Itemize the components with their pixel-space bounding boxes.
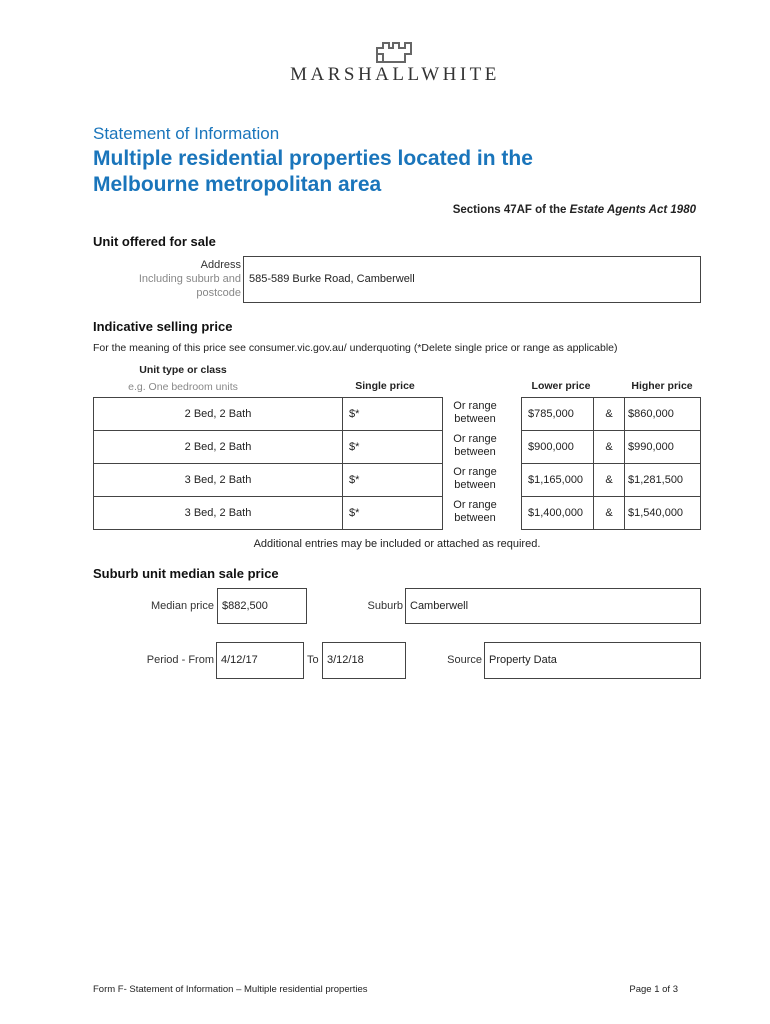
statement-title: Statement of Information — [93, 124, 280, 143]
median-price-value: $882,500 — [222, 600, 268, 612]
period-to-field[interactable] — [322, 642, 406, 679]
period-from-value: 4/12/17 — [221, 654, 258, 666]
or-range-label: Or range between — [453, 499, 497, 524]
address-label-line-1: Address — [200, 259, 241, 271]
period-to-value: 3/12/18 — [327, 654, 364, 666]
footer-page-number: Page 1 of 3 — [629, 984, 678, 995]
lower-price-value: $1,400,000 — [528, 507, 584, 519]
unit-type-value: 2 Bed, 2 Bath — [184, 408, 252, 420]
footer-form-name: Form F- Statement of Information – Multiple residential properties — [93, 984, 368, 995]
ampersand: & — [605, 408, 613, 420]
col-unit-type-header: Unit type or class — [139, 364, 227, 376]
brand-logo-text: MARSHALLWHITE — [290, 64, 500, 85]
unit-single-cell[interactable] — [93, 496, 443, 530]
unit-type-value: 3 Bed, 2 Bath — [184, 507, 252, 519]
suburb-label: Suburb — [367, 600, 403, 612]
range-cell[interactable] — [521, 397, 701, 431]
col-higher-header: Higher price — [631, 380, 693, 392]
page-title — [93, 146, 653, 198]
range-cell[interactable] — [521, 463, 701, 497]
address-label-line-2: Including suburb and — [138, 273, 241, 285]
higher-price-value: $1,540,000 — [628, 507, 684, 519]
price-row — [93, 464, 701, 498]
indicative-heading: Indicative selling price — [93, 319, 233, 334]
unit-single-cell[interactable] — [93, 430, 443, 464]
price-row — [93, 397, 701, 431]
range-cell[interactable] — [521, 496, 701, 530]
period-from-label: Period - From — [146, 654, 214, 666]
ampersand: & — [605, 474, 613, 486]
suburb-value: Camberwell — [410, 600, 469, 612]
unit-type-value: 2 Bed, 2 Bath — [184, 441, 252, 453]
castle-battlement-icon — [374, 40, 414, 64]
legislation-prefix: Sections 47AF of the — [452, 204, 567, 216]
col-lower-header: Lower price — [531, 380, 591, 392]
unit-single-cell[interactable] — [93, 463, 443, 497]
single-price-value: $* — [349, 507, 360, 519]
col-single-header: Single price — [355, 380, 415, 392]
source-field[interactable] — [484, 642, 701, 679]
higher-price-value: $1,281,500 — [628, 474, 684, 486]
address-label-line-3: postcode — [196, 287, 241, 299]
price-row — [93, 497, 701, 531]
page-title-line-1: Multiple residential properties located in the — [93, 147, 533, 170]
address-value: 585-589 Burke Road, Camberwell — [249, 273, 415, 285]
or-range-label: Or range between — [453, 400, 497, 425]
lower-price-value: $1,165,000 — [528, 474, 584, 486]
unit-type-value: 3 Bed, 2 Bath — [184, 474, 252, 486]
lower-price-value: $900,000 — [528, 441, 574, 453]
period-from-field[interactable] — [216, 642, 304, 679]
price-row — [93, 431, 701, 465]
source-label: Source — [447, 654, 482, 666]
suburb-field[interactable] — [405, 588, 701, 624]
single-price-value: $* — [349, 408, 360, 420]
range-cell[interactable] — [521, 430, 701, 464]
higher-price-value: $990,000 — [628, 441, 674, 453]
address-field[interactable] — [243, 256, 701, 303]
higher-price-value: $860,000 — [628, 408, 674, 420]
indicative-note: For the meaning of this price see consumer.vic.gov.au/ underquoting (*Delete single price or range as applicable) — [93, 342, 618, 354]
single-price-value: $* — [349, 441, 360, 453]
ampersand: & — [605, 441, 613, 453]
or-range-label: Or range between — [453, 466, 497, 491]
address-label — [120, 258, 241, 300]
unit-offered-heading: Unit offered for sale — [93, 234, 216, 249]
source-value: Property Data — [489, 654, 557, 666]
ampersand: & — [605, 507, 613, 519]
additional-entries-note: Additional entries may be included or attached as required. — [253, 538, 541, 550]
legislation-reference — [453, 204, 696, 216]
median-price-label: Median price — [151, 600, 214, 612]
single-price-value: $* — [349, 474, 360, 486]
legislation-act: Estate Agents Act 1980 — [569, 204, 696, 216]
or-range-label: Or range between — [453, 433, 497, 458]
median-heading: Suburb unit median sale price — [93, 566, 279, 581]
page-title-line-2: Melbourne metropolitan area — [93, 173, 382, 196]
to-label: To — [307, 654, 319, 666]
lower-price-value: $785,000 — [528, 408, 574, 420]
col-unit-example: e.g. One bedroom units — [128, 381, 238, 393]
median-price-field[interactable] — [217, 588, 307, 624]
unit-single-cell[interactable] — [93, 397, 443, 431]
